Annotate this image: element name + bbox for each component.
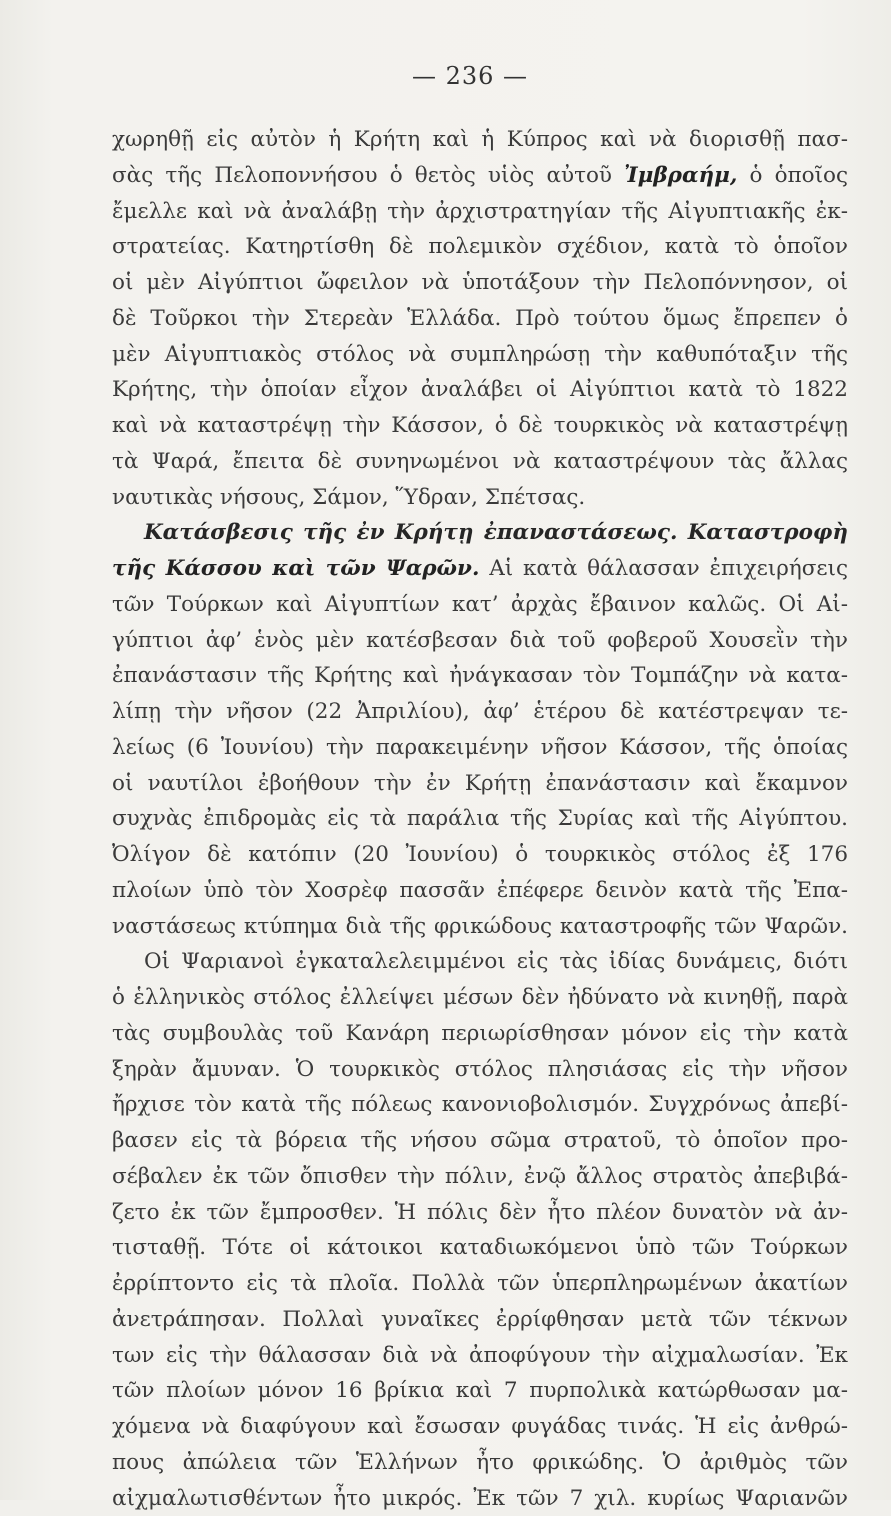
text-line: ἐπανάστασιν τῆς Κρήτης καὶ ἠνάγκασαν τὸν Τομπάζην νὰ κατα- — [112, 658, 848, 694]
text-line: τὰ Ψαρά, ἔπειτα δὲ συνηνωμένοι νὰ καταστρέψουν τὰς ἄλλας — [112, 444, 848, 480]
text-line: τὰς συμβουλὰς τοῦ Κανάρη περιωρίσθησαν μόνον εἰς τὴν κατὰ — [112, 1016, 848, 1052]
text-line: Οἱ Ψαριανοὶ ἐγκαταλελειμμένοι εἰς τὰς ἰδίας δυνάμεις, διότι — [112, 944, 848, 980]
text-line: λίπῃ τὴν νῆσον (22 Ἀπριλίου), ἀφ’ ἑτέρου δὲ κατέστρεψαν τε- — [112, 694, 848, 730]
text-line: χόμενα νὰ διαφύγουν καὶ ἔσωσαν φυγάδας τινάς. Ἡ εἰς ἀνθρώ- — [112, 1409, 848, 1445]
text-line — [112, 158, 848, 194]
text-line: ὁ ἑλληνικὸς στόλος ἐλλείψει μέσων δὲν ἠδύνατο νὰ κινηθῇ, παρὰ — [112, 980, 848, 1016]
text-line — [112, 551, 848, 587]
text-line: σέβαλεν ἐκ τῶν ὄπισθεν τὴν πόλιν, ἐνῷ ἄλλος στρατὸς ἀπεβιβά- — [112, 1159, 848, 1195]
text-line: ξηρὰν ἄμυναν. Ὁ τουρκικὸς στόλος πλησιάσας εἰς τὴν νῆσον — [112, 1052, 848, 1088]
text-line: τισταθῇ. Τότε οἱ κάτοικοι καταδιωκόμενοι ὑπὸ τῶν Τούρκων — [112, 1230, 848, 1266]
text-line: ἔμελλε καὶ νὰ ἀναλάβῃ τὴν ἀρχιστρατηγίαν τῆς Αἰγυπτιακῆς ἐκ- — [112, 194, 848, 230]
text-line: Ὀλίγον δὲ κατόπιν (20 Ἰουνίου) ὁ τουρκικὸς στόλος ἐξ 176 — [112, 837, 848, 873]
section-heading-line: Κατάσβεσις τῆς ἐν Κρήτῃ ἐπαναστάσεως. Καταστροφὴ — [112, 515, 848, 551]
text-line: πους ἀπώλεια τῶν Ἑλλήνων ἦτο φρικώδης. Ὁ ἀριθμὸς τῶν — [112, 1445, 848, 1481]
text-line: ἤρχισε τὸν κατὰ τῆς πόλεως κανονιοβολισμόν. Συγχρόνως ἀπεβί- — [112, 1087, 848, 1123]
page-number: — 236 — — [0, 62, 891, 90]
text-line: ναστάσεως κτύπημα διὰ τῆς φρικώδους καταστροφῆς τῶν Ψαρῶν. — [112, 909, 848, 945]
emphasized-text: τῆς Κάσσου καὶ τῶν Ψαρῶν. — [112, 556, 479, 581]
text-line: συχνὰς ἐπιδρομὰς εἰς τὰ παράλια τῆς Συρίας καὶ τῆς Αἰγύπτου. — [112, 801, 848, 837]
text-line: των εἰς τὴν θάλασσαν διὰ νὰ ἀποφύγουν τὴν αἰχμαλωσίαν. Ἐκ — [112, 1338, 848, 1374]
text-line: ἀνετράπησαν. Πολλαὶ γυναῖκες ἐρρίφθησαν μετὰ τῶν τέκνων — [112, 1302, 848, 1338]
text-line: οἱ ναυτίλοι ἐβοήθουν τὴν ἐν Κρήτῃ ἐπανάστασιν καὶ ἔκαμνον — [112, 766, 848, 802]
text-line: μὲν Αἰγυπτιακὸς στόλος νὰ συμπληρώσῃ τὴν καθυπόταξιν τῆς — [112, 337, 848, 373]
text-line: οἱ μὲν Αἰγύπτιοι ὤφειλον νὰ ὑποτάξουν τὴν Πελοπόννησον, οἱ — [112, 265, 848, 301]
text-line: τῶν Τούρκων καὶ Αἰγυπτίων κατ’ ἀρχὰς ἔβαινον καλῶς. Οἱ Αἰ- — [112, 587, 848, 623]
text-line: πλοίων ὑπὸ τὸν Χοσρὲφ πασσᾶν ἐπέφερε δεινὸν κατὰ τῆς Ἐπα- — [112, 873, 848, 909]
text-line: δὲ Τοῦρκοι τὴν Στερεὰν Ἑλλάδα. Πρὸ τούτου ὅμως ἔπρεπεν ὁ — [112, 301, 848, 337]
text-line: τῶν πλοίων μόνον 16 βρίκια καὶ 7 πυρπολικὰ κατώρθωσαν μα- — [112, 1373, 848, 1409]
text-line: Κρήτης, τὴν ὁποίαν εἶχον ἀναλάβει οἱ Αἰγύπτιοι κατὰ τὸ 1822 — [112, 372, 848, 408]
emphasized-text: Ἰμβραήμ, — [624, 163, 737, 188]
text-line: χωρηθῇ εἰς αὐτὸν ἡ Κρήτη καὶ ἡ Κύπρος καὶ νὰ διορισθῇ πασ- — [112, 122, 848, 158]
text-line: λείως (6 Ἰουνίου) τὴν παρακειμένην νῆσον Κάσσον, τῆς ὁποίας — [112, 730, 848, 766]
text-line: ναυτικὰς νήσους, Σάμον, Ὕδραν, Σπέτσας. — [112, 480, 848, 516]
body-text — [112, 122, 848, 1516]
text-line: ἐρρίπτοντο εἰς τὰ πλοῖα. Πολλὰ τῶν ὑπερπληρωμένων ἀκατίων — [112, 1266, 848, 1302]
text-line: καὶ νὰ καταστρέψῃ τὴν Κάσσον, ὁ δὲ τουρκικὸς νὰ καταστρέψῃ — [112, 408, 848, 444]
line-text: Αἱ κατὰ θάλασσαν ἐπιχειρήσεις — [479, 556, 848, 581]
line-text: σὰς τῆς Πελοποννήσου ὁ θετὸς υἱὸς αὐτοῦ — [112, 163, 624, 188]
line-text: ὁ ὁποῖος — [737, 163, 848, 188]
text-line: αἰχμαλωτισθέντων ἦτο μικρός. Ἐκ τῶν 7 χιλ. κυρίως Ψαριανῶν — [112, 1481, 848, 1516]
text-line: γύπτιοι ἀφ’ ἑνὸς μὲν κατέσβεσαν διὰ τοῦ φοβεροῦ Χουσεῒν τὴν — [112, 623, 848, 659]
text-line: βασεν εἰς τὰ βόρεια τῆς νήσου σῶμα στρατοῦ, τὸ ὁποῖον προ- — [112, 1123, 848, 1159]
text-line: στρατείας. Κατηρτίσθη δὲ πολεμικὸν σχέδιον, κατὰ τὸ ὁποῖον — [112, 229, 848, 265]
text-line: ζετο ἐκ τῶν ἔμπροσθεν. Ἡ πόλις δὲν ἦτο πλέον δυνατὸν νὰ ἀν- — [112, 1195, 848, 1231]
